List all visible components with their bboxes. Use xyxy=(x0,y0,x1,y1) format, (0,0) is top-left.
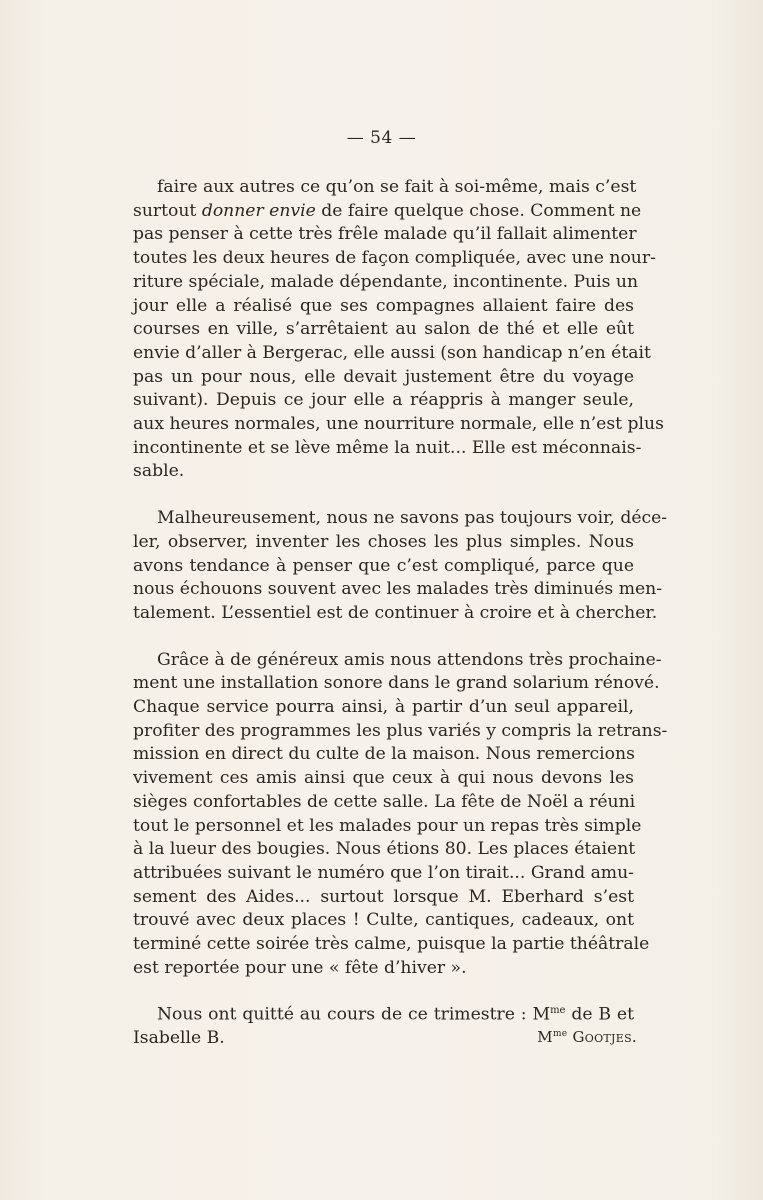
text-line: suivant). Depuis ce jour elle a réappris à manger seule, xyxy=(133,390,634,411)
signature xyxy=(537,1028,637,1046)
text-line: Isabelle B. xyxy=(133,1027,225,1048)
text-line: tout le personnel et les malades pour un repas très simple xyxy=(133,815,642,836)
text-line: avons tendance à penser que c’est compliqué, parce que xyxy=(133,555,634,576)
text-line: sement des Aides... surtout lorsque M. Eberhard s’est xyxy=(133,886,634,907)
text-line: trouvé avec deux places ! Culte, cantiques, cadeaux, ont xyxy=(133,910,634,931)
text-line: Grâce à de généreux amis nous attendons très prochaine- xyxy=(157,649,662,670)
text-line: envie d’aller à Bergerac, elle aussi (son handicap n’en était xyxy=(133,342,651,363)
paragraph-3 xyxy=(133,649,668,981)
signature-prefix-sup: me xyxy=(552,1029,568,1039)
text-line: nous échouons souvent avec les malades très diminués men- xyxy=(133,579,663,600)
text-line: vivement ces amis ainsi que ceux à qui nous devons les xyxy=(133,768,634,789)
text-line: incontinente et se lève même la nuit... Elle est méconnais- xyxy=(133,437,642,458)
text-line: riture spéciale, malade dépendante, incontinente. Puis un xyxy=(133,271,639,292)
text-line: est reportée pour une « fête d’hiver ». xyxy=(133,957,467,978)
signature-name: Gootjes. xyxy=(572,1028,637,1046)
paragraph-1 xyxy=(133,176,664,484)
text-line: surtout donner envie de faire quelque chose. Comment ne xyxy=(133,200,642,221)
text-line: pas un pour nous, elle devait justement être du voyage xyxy=(133,366,634,387)
text-line: aux heures normales, une nourriture normale, elle n’est plus xyxy=(133,414,664,435)
text-line: Nous ont quitté au cours de ce trimestre : $M^{me}$ de B et xyxy=(157,1004,634,1025)
text-line: terminé cette soirée très calme, puisque la partie théâtrale xyxy=(133,934,650,955)
text-line: sièges confortables de cette salle. La fête de Noël a réuni xyxy=(133,791,636,812)
text-line: faire aux autres ce qu’on se fait à soi-même, mais c’est xyxy=(157,177,637,197)
text-line: ler, observer, inventer les choses les plus simples. Nous xyxy=(133,531,634,552)
signature-prefix: M xyxy=(537,1028,553,1046)
text-line: jour elle a réalisé que ses compagnes allaient faire des xyxy=(133,295,634,316)
text-line: sable. xyxy=(133,461,185,482)
text-line: ment une installation sonore dans le grand solarium rénové. xyxy=(133,673,660,694)
text-line: profiter des programmes les plus variés y compris la retrans- xyxy=(133,720,668,741)
text-line: Chaque service pourra ainsi, à partir d’un seul appareil, xyxy=(133,697,634,718)
text-line: talement. L’essentiel est de continuer à croire et à chercher. xyxy=(133,602,658,623)
text-line: pas penser à cette très frêle malade qu’il fallait alimenter xyxy=(133,224,637,245)
page-number: — 54 — xyxy=(346,128,417,148)
text-line: courses en ville, s’arrêtaient au salon de thé et elle eût xyxy=(133,319,634,340)
text-line: Malheureusement, nous ne savons pas toujours voir, déce- xyxy=(157,508,668,529)
text-line: attribuées suivant le numéro que l’on tirait... Grand amu- xyxy=(133,862,634,883)
text-line: à la lueur des bougies. Nous étions 80. Les places étaient xyxy=(133,839,636,860)
paragraph-2 xyxy=(133,507,668,626)
text-line: toutes les deux heures de façon compliquée, avec une nour- xyxy=(133,248,656,269)
body-text xyxy=(133,176,668,1051)
text-line: mission en direct du culte de la maison. Nous remercions xyxy=(133,744,635,765)
